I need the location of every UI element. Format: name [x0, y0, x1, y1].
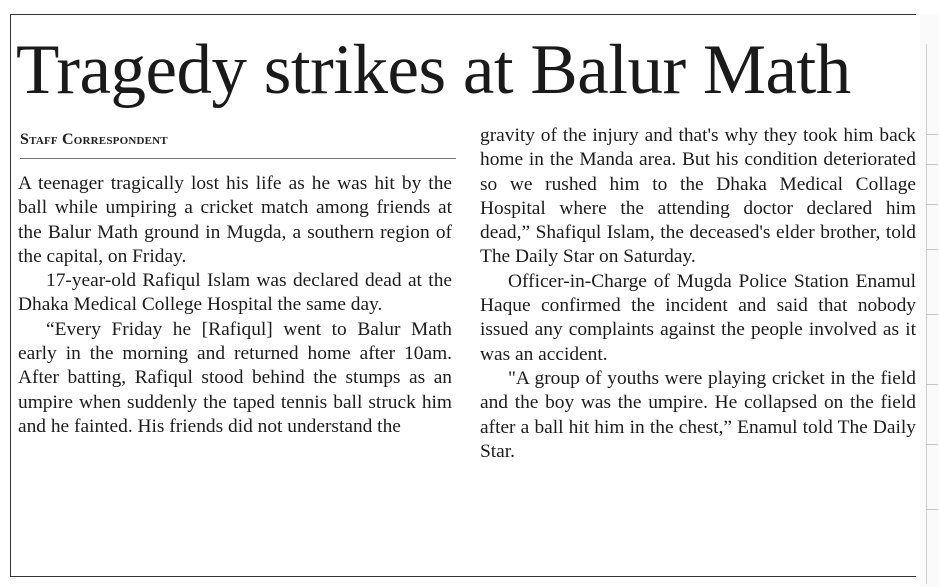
top-border-rule [10, 14, 916, 15]
edge-tick [926, 164, 938, 165]
byline-divider [20, 158, 456, 159]
article-column-left [18, 172, 452, 439]
edge-tick [926, 314, 938, 315]
article-byline: Staff Correspondent [20, 131, 168, 148]
bottom-border-rule [10, 576, 916, 577]
edge-tick [926, 444, 938, 445]
article-paragraph: “Every Friday he [Rafiqul] went to Balur Math early in the morning and returned home after 10am. After batting, Rafiqul stood behind the stumps as an umpire when suddenly the taped tennis ball struck him and he fainted. His friends did not understand the [18, 318, 452, 437]
edge-tick [926, 249, 938, 250]
article-paragraph: Officer-in-Charge of Mugda Police Station Enamul Haque confirmed the incident and said that nobody issued any complaints against the people involved as it was an accident. [480, 270, 916, 365]
article-headline: Tragedy strikes at Balur Math [16, 31, 851, 109]
article-paragraph: A teenager tragically lost his life as he was hit by the ball while umpiring a cricket match among friends at the Balur Math ground in Mugda, a southern region of the capital, on Friday. [18, 173, 452, 267]
edge-tick [926, 134, 938, 135]
edge-tick [926, 509, 938, 510]
left-border-rule [10, 14, 11, 576]
edge-tick [926, 204, 938, 205]
article-paragraph: "A group of youths were playing cricket in the field and the boy was the umpire. He collapsed on the field after a ball hit him in the chest,” Enamul told The Daily Star. [480, 367, 916, 462]
edge-tick [926, 384, 938, 385]
article-column-right [480, 124, 916, 464]
adjacent-page-edge [920, 14, 939, 587]
article-paragraph: gravity of the injury and that's why they took him back home in the Manda area. But his condition deteriorated so we rushed him to the Dhaka Medical Collage Hospital where the attending doctor declared him dead,” Shafiqul Islam, the deceased's elder brother, told The Daily Star on Saturday. [480, 125, 916, 268]
article-paragraph: 17-year-old Rafiqul Islam was declared dead at the Dhaka Medical College Hospital the same day. [18, 270, 452, 316]
